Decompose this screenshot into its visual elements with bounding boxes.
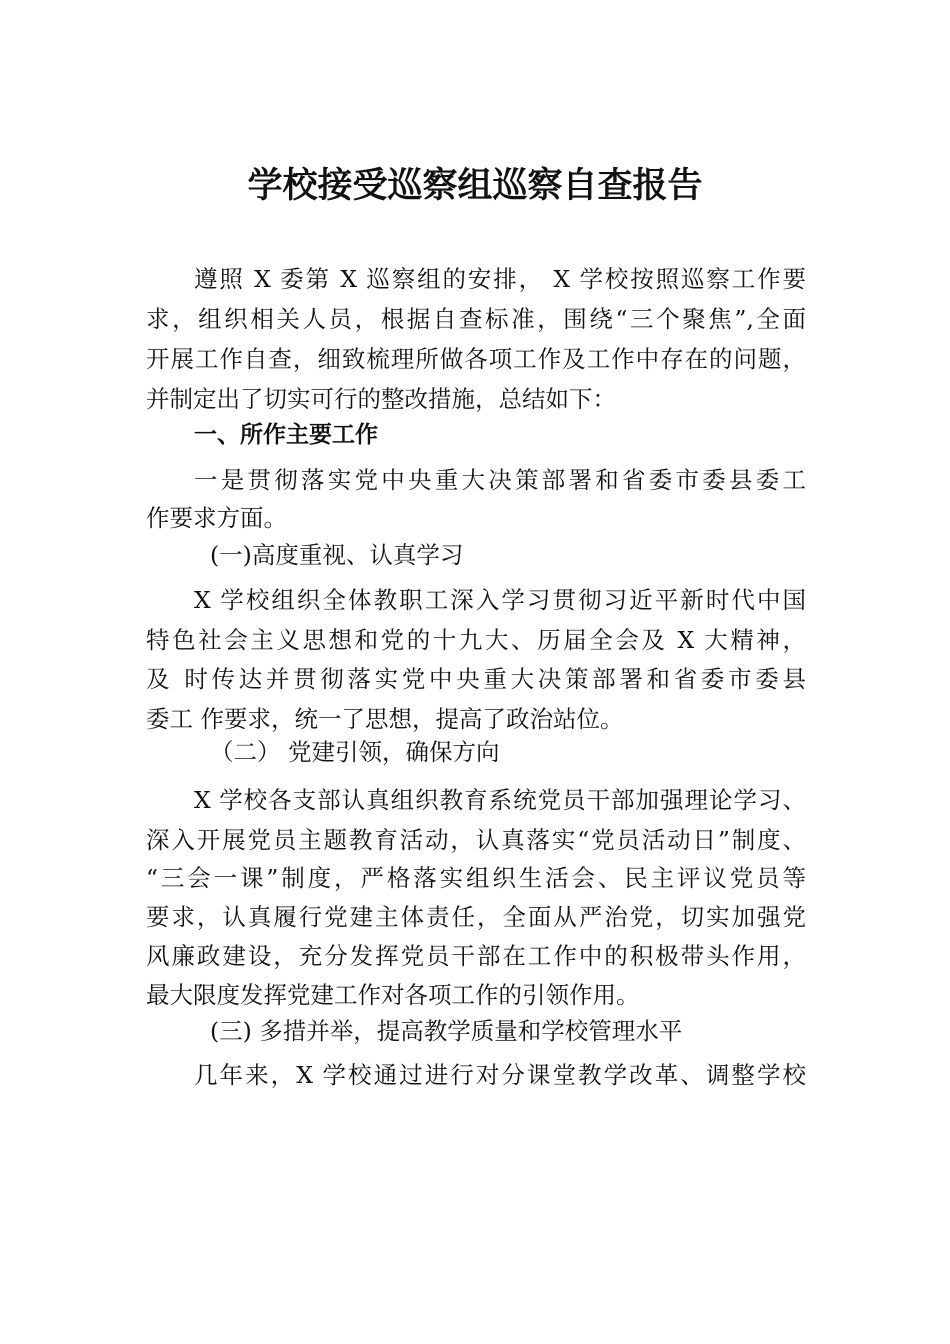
paragraph-line: 要求，认真履行党建主体责任，全面从严治党，切实加强党 — [146, 903, 806, 931]
paragraph-line: 一是贯彻落实党中央重大决策部署和省委市委县委工 — [194, 466, 806, 494]
document-title: 学校接受巡察组巡察自查报告 — [247, 166, 703, 206]
sub-heading: （二） 党建引领，确保方向 — [210, 738, 500, 766]
paragraph-line: 并制定出了切实可行的整改措施，总结如下： — [146, 385, 616, 413]
paragraph-line: 遵照 X 委第 X 巡察组的安排， X 学校按照巡察工作要 — [194, 265, 806, 293]
paragraph-line: 开展工作自查，细致梳理所做各项工作及工作中存在的问题， — [146, 345, 806, 373]
paragraph-line: X 学校各支部认真组织教育系统党员干部加强理论学习、 — [194, 786, 806, 814]
sub-heading: (三) 多措并举，提高教学质量和学校管理水平 — [210, 1017, 683, 1045]
paragraph-line: 作要求方面。 — [146, 504, 287, 532]
paragraph-line: X 学校组织全体教职工深入学习贯彻习近平新时代中国 — [194, 586, 806, 614]
section-heading: 一、所作主要工作 — [194, 422, 378, 448]
paragraph-line: 求，组织相关人员，根据自查标准，围绕“三个聚焦”,全面 — [146, 305, 806, 333]
paragraph-line: 深入开展党员主题教育活动，认真落实“党员活动日”制度、 — [146, 826, 806, 854]
paragraph-line: 特色社会主义思想和党的十九大、历届全会及 X 大精神， — [146, 626, 806, 654]
sub-heading: (一)高度重视、认真学习 — [210, 541, 464, 569]
paragraph-line: 及 时传达并贯彻落实党中央重大决策部署和省委市委县 — [146, 665, 806, 693]
paragraph-line: 风廉政建设，充分发挥党员干部在工作中的积极带头作用， — [146, 942, 806, 970]
paragraph-line: 几年来，X 学校通过进行对分课堂教学改革、调整学校 — [194, 1061, 806, 1089]
paragraph-line: “三会一课”制度，严格落实组织生活会、民主评议党员等 — [146, 864, 806, 892]
paragraph-line: 委工 作要求，统一了思想，提高了政治站位。 — [146, 705, 624, 733]
paragraph-line: 最大限度发挥党建工作对各项工作的引领作用。 — [146, 981, 640, 1009]
